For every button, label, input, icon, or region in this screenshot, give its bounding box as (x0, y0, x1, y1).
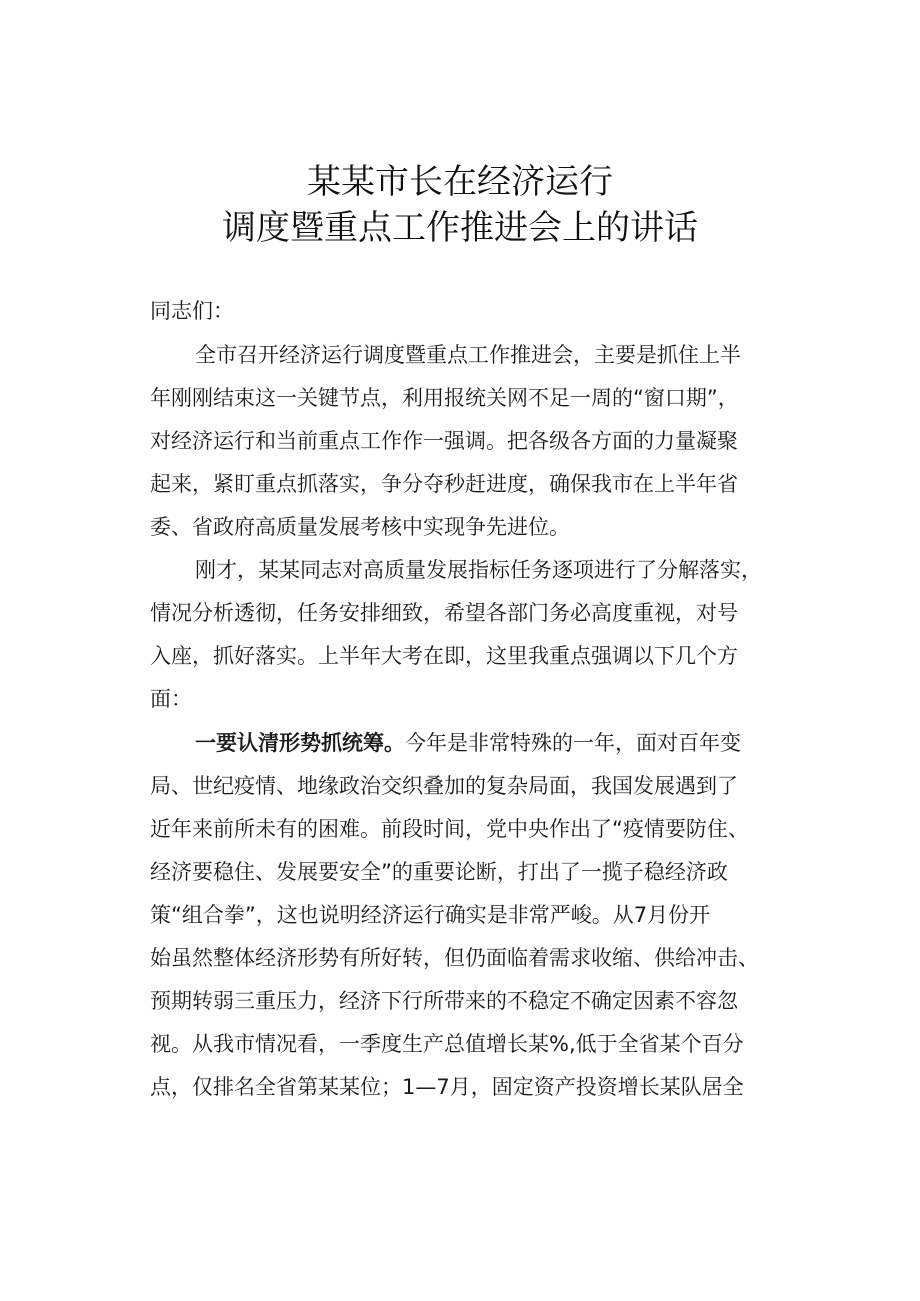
paragraph-3-first-line (195, 728, 741, 758)
paragraph-3-line: 局、世纪疫情、地缘政治交织叠加的复杂局面，我国发展遇到了 (150, 774, 738, 798)
paragraph-1-line: 委、省政府高质量发展考核中实现争先进位。 (150, 515, 570, 539)
document-title-line-2: 调度暨重点工作推进会上的讲话 (222, 208, 698, 248)
document-title-line-1: 某某市长在经济运行 (307, 162, 613, 202)
paragraph-1-line: 全市召开经济运行调度暨重点工作推进会，主要是抓住上半 (195, 343, 741, 367)
section-heading: 一要认清形势抓统筹。 (195, 731, 405, 755)
paragraph-2-line: 刚才，某某同志对高质量发展指标任务逐项进行了分解落实， (195, 558, 762, 582)
paragraph-3-text: 今年是非常特殊的一年，面对百年变 (405, 731, 741, 755)
paragraph-3-line: 近年来前所未有的困难。前段时间，党中央作出了“疫情要防住、 (150, 817, 749, 841)
paragraph-1-line: 对经济运行和当前重点工作作一强调。把各级各方面的力量凝聚 (150, 429, 738, 453)
paragraph-2-line: 情况分析透彻，任务安排细致，希望各部门务必高度重视，对号 (150, 601, 738, 625)
paragraph-3-line: 策“组合拳”，这也说明经济运行确实是非常严峻。从7月份开 (150, 903, 711, 927)
greeting: 同志们： (150, 299, 234, 323)
paragraph-3-line: 始虽然整体经济形势有所好转，但仍面临着需求收缩、供给冲击、 (150, 946, 759, 970)
paragraph-3-line: 点，仅排名全省第某某位；1—7月，固定资产投资增长某队居全 (150, 1075, 744, 1099)
paragraph-2-line: 入座，抓好落实。上半年大考在即，这里我重点强调以下几个方 (150, 644, 738, 668)
paragraph-2-line: 面： (150, 687, 192, 711)
paragraph-1-line: 年刚刚结束这一关键节点，利用报统关网不足一周的“窗口期”， (150, 386, 739, 410)
paragraph-1-line: 起来，紧盯重点抓落实，争分夺秒赶进度，确保我市在上半年省 (150, 472, 738, 496)
paragraph-3-line: 预期转弱三重压力，经济下行所带来的不稳定不确定因素不容忽 (150, 989, 738, 1013)
paragraph-3-line: 经济要稳住、发展要安全”的重要论断，打出了一揽子稳经济政 (150, 860, 728, 884)
paragraph-3-line: 视。从我市情况看，一季度生产总值增长某%,低于全省某个百分 (150, 1032, 744, 1056)
